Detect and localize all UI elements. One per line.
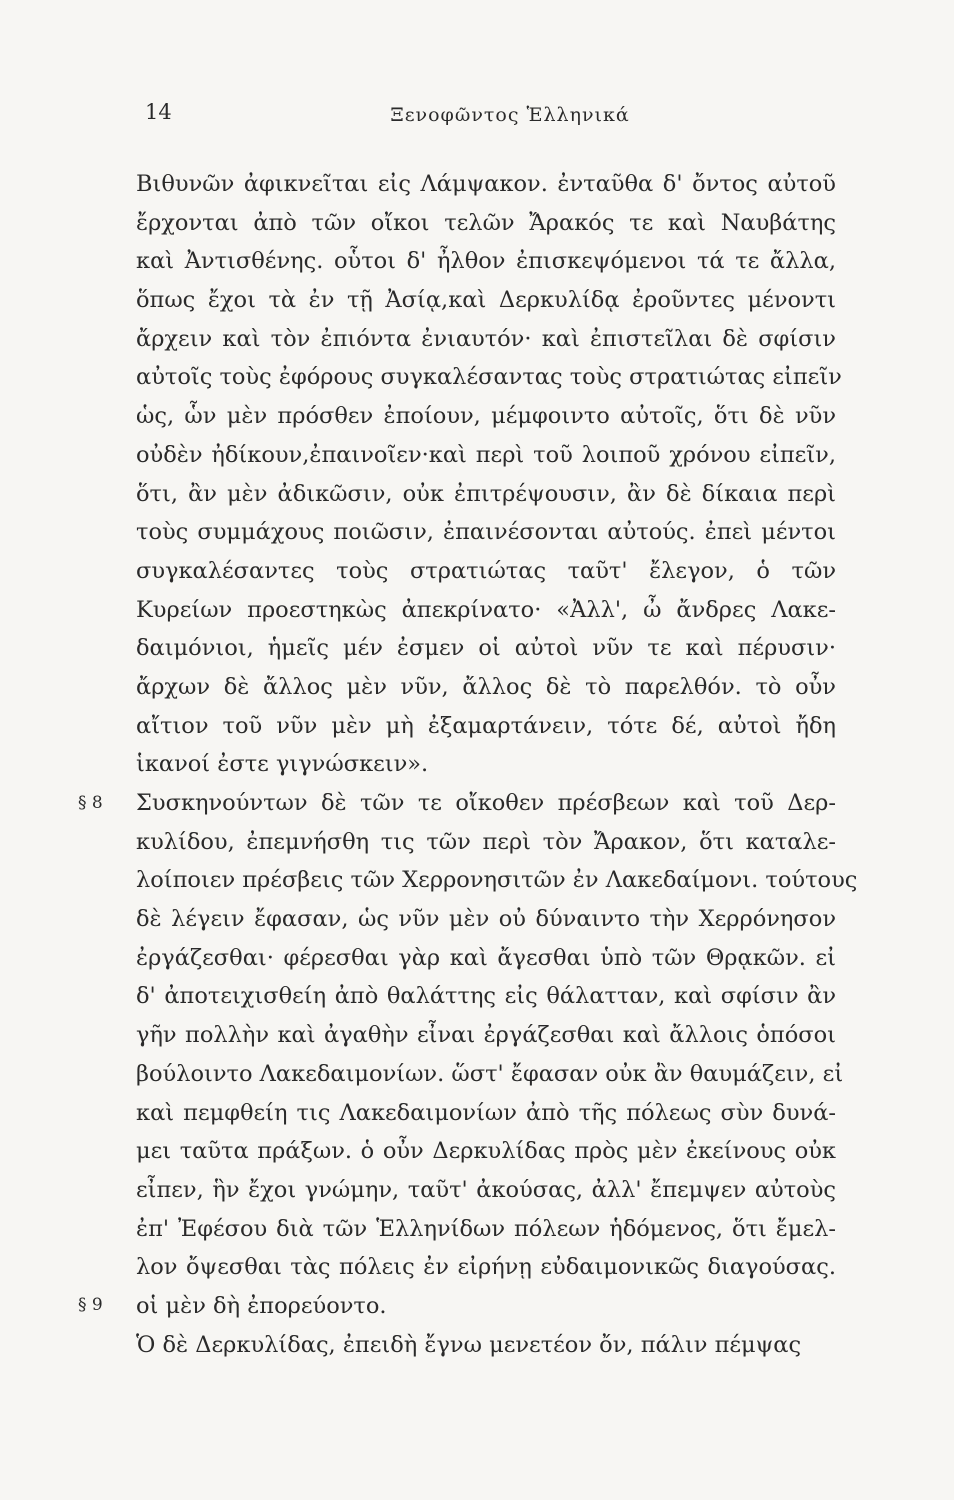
- text-line: ὅπως ἔχοι τὰ ἐν τῇ Ἀσίᾳ,καὶ Δερκυλίδᾳ ἐροῦντες μένοντι: [136, 287, 836, 314]
- text-line: ἐπ' Ἐφέσου διὰ τῶν Ἑλληνίδων πόλεων ἡδόμενος, ὅτι ἔμελ-: [136, 1215, 836, 1242]
- text-line: Κυρείων προεστηκὼς ἀπεκρίνατο· «Ἀλλ', ὦ ἄνδρες Λακε-: [136, 596, 836, 623]
- text-line: οὐδὲν ἠδίκουν,ἐπαινοῖεν·καὶ περὶ τοῦ λοιποῦ χρόνου εἰπεῖν,: [136, 441, 836, 468]
- text-line: δαιμόνιοι, ἡμεῖς μέν ἐσμεν οἱ αὐτοὶ νῦν τε καὶ πέρυσιν·: [136, 635, 836, 662]
- text-line: ἐργάζεσθαι· φέρεσθαι γὰρ καὶ ἄγεσθαι ὑπὸ τῶν Θρᾳκῶν. εἰ: [136, 944, 836, 971]
- text-line: βούλοιντο Λακεδαιμονίων. ὥστ' ἔφασαν οὐκ ἂν θαυμάζειν, εἰ: [136, 1060, 844, 1087]
- running-title: Ξενοφῶντος Ἑλληνικά: [390, 104, 630, 126]
- text-line: μει ταῦτα πράξων. ὁ οὖν Δερκυλίδας πρὸς μὲν ἐκείνους οὐκ: [136, 1138, 836, 1165]
- body-text: [136, 165, 858, 1364]
- text-line: γῆν πολλὴν καὶ ἀγαθὴν εἶναι ἐργάζεσθαι καὶ ἄλλοις ὁπόσοι: [136, 1022, 836, 1049]
- text-line: ἄρχειν καὶ τὸν ἐπιόντα ἐνιαυτόν· καὶ ἐπιστεῖλαι δὲ σφίσιν: [136, 325, 836, 352]
- text-line: ὅτι, ἂν μὲν ἀδικῶσιν, οὐκ ἐπιτρέψουσιν, ἂν δὲ δίκαια περὶ: [136, 480, 836, 507]
- text-line: καὶ Ἀντισθένης. οὗτοι δ' ἦλθον ἐπισκεψόμενοι τά τε ἄλλα,: [136, 248, 836, 275]
- page-number: 14: [145, 100, 172, 124]
- text-line: Βιθυνῶν ἀφικνεῖται εἰς Λάμψακον. ἐνταῦθα δ' ὄντος αὐτοῦ: [136, 171, 836, 197]
- section-mark-8: § 8: [78, 793, 103, 813]
- text-line: συγκαλέσαντες τοὺς στρατιώτας ταῦτ' ἔλεγον, ὁ τῶν: [136, 557, 836, 584]
- text-line: αἴτιον τοῦ νῦν μὲν μὴ ἐξαμαρτάνειν, τότε δέ, αὐτοὶ ἤδη: [136, 712, 836, 739]
- text-line: ὡς, ὧν μὲν πρόσθεν ἐποίουν, μέμφοιντο αὐτοῖς, ὅτι δὲ νῦν: [136, 403, 836, 430]
- text-line: εἶπεν, ἣν ἔχοι γνώμην, ταῦτ' ἀκούσας, ἀλλ' ἔπεμψεν αὐτοὺς: [136, 1176, 836, 1203]
- text-line: Ὁ δὲ Δερκυλίδας, ἐπειδὴ ἔγνω μενετέον ὄν, πάλιν πέμψας: [136, 1331, 802, 1358]
- text-line: λοίποιεν πρέσβεις τῶν Χερρονησιτῶν ἐν Λακεδαίμονι. τούτους: [136, 867, 858, 894]
- text-line: οἱ μὲν δὴ ἐπορεύοντο.: [136, 1292, 387, 1319]
- text-line: λον ὄψεσθαι τὰς πόλεις ἐν εἰρήνῃ εὐδαιμονικῶς διαγούσας.: [136, 1254, 836, 1281]
- page-header: [145, 100, 825, 130]
- text-line: καὶ πεμφθείη τις Λακεδαιμονίων ἀπὸ τῆς πόλεως σὺν δυνά-: [136, 1099, 836, 1126]
- text-line: δὲ λέγειν ἔφασαν, ὡς νῦν μὲν οὐ δύναιντο τὴν Χερρόνησον: [136, 906, 836, 933]
- text-line: τοὺς συμμάχους ποιῶσιν, ἐπαινέσονται αὐτούς. ἐπεὶ μέντοι: [136, 519, 836, 546]
- text-line: κυλίδου, ἐπεμνήσθη τις τῶν περὶ τὸν Ἄρακον, ὅτι καταλε-: [136, 828, 836, 855]
- text-line: ἱκανοί ἐστε γιγνώσκειν».: [136, 751, 429, 778]
- text-line: ἔρχονται ἀπὸ τῶν οἴκοι τελῶν Ἄρακός τε καὶ Ναυβάτης: [136, 209, 836, 236]
- text-line: Συσκηνούντων δὲ τῶν τε οἴκοθεν πρέσβεων καὶ τοῦ Δερ-: [136, 790, 836, 816]
- text-line: ἄρχων δὲ ἄλλος μὲν νῦν, ἄλλος δὲ τὸ παρελθόν. τὸ οὖν: [136, 673, 836, 700]
- text-line: αὐτοῖς τοὺς ἐφόρους συγκαλέσαντας τοὺς στρατιώτας εἰπεῖν: [136, 364, 842, 391]
- section-mark-9: § 9: [78, 1295, 103, 1315]
- text-line: δ' ἀποτειχισθείη ἀπὸ θαλάττης εἰς θάλατταν, καὶ σφίσιν ἂν: [136, 983, 836, 1010]
